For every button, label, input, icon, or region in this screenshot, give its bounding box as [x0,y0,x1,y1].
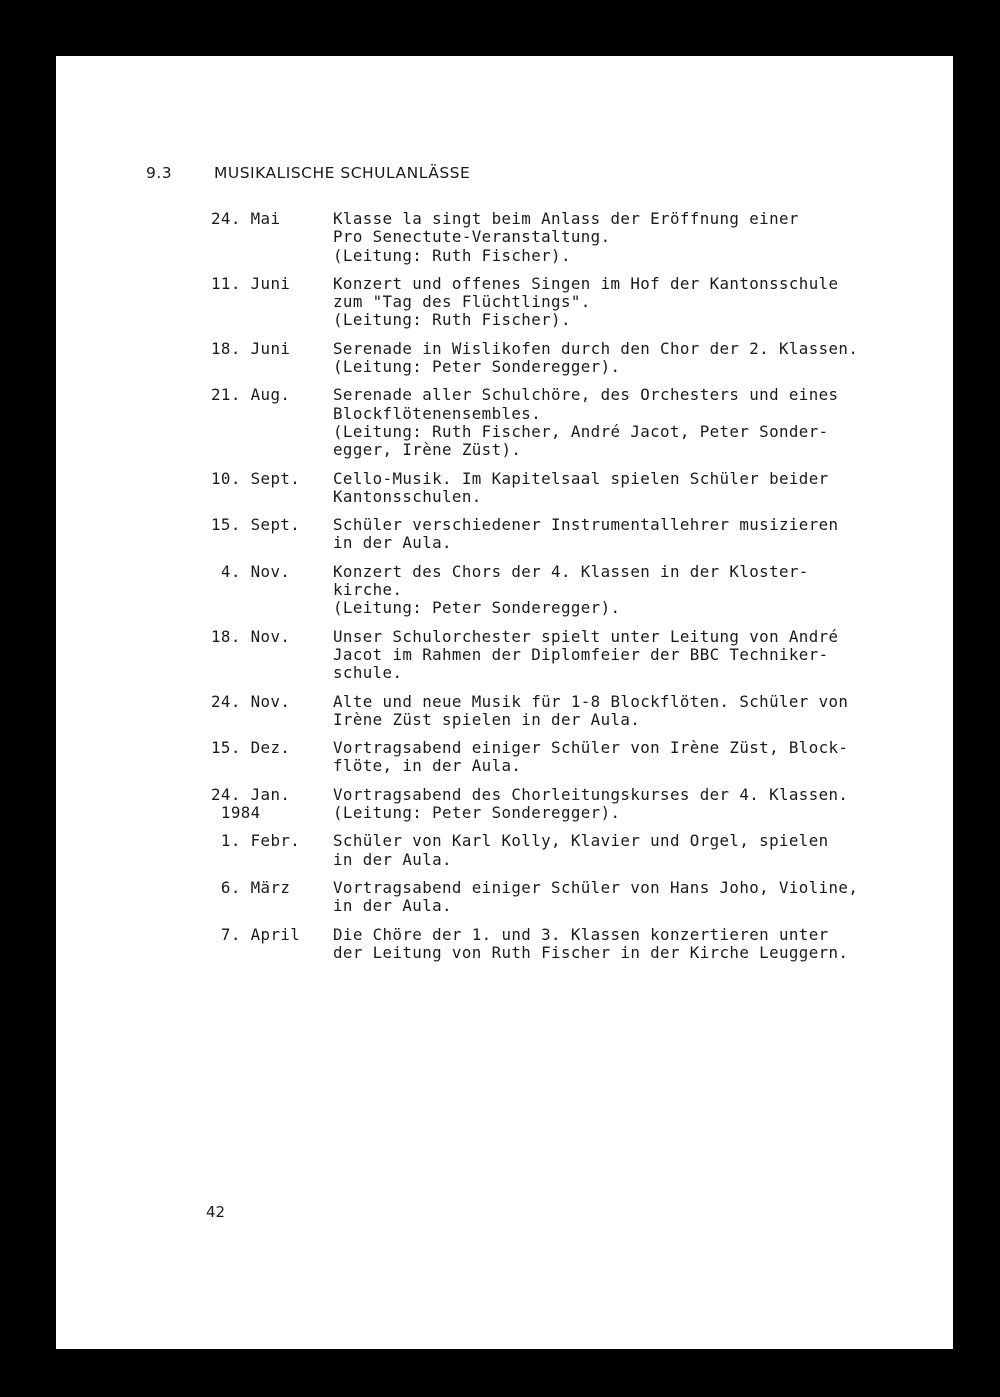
event-description-line: zum "Tag des Flüchtlings". [333,292,591,312]
event-date: 15. Dez. [211,738,291,758]
event-description [333,628,951,683]
event-description-line: (Leitung: Ruth Fischer). [333,310,571,330]
event-date: 24. Mai [211,209,281,228]
event-description-line: Kantonsschulen. [333,486,482,506]
event-description-line: Unser Schulorchester spielt unter Leitung von André [333,626,839,646]
event-description-line: Konzert und offenes Singen im Hof der Kantonsschule [333,273,839,293]
event-description-line: flöte, in der Aula. [333,756,522,776]
event-description-line: Schüler von Karl Kolly, Klavier und Orgel, spielen [333,831,829,851]
event-entry [211,832,951,869]
event-entry [211,926,951,963]
event-description-line: Klasse la singt beim Anlass der Eröffnung einer [333,209,799,228]
event-description-line: Cello-Musik. Im Kapitelsaal spielen Schüler beider [333,468,829,488]
event-description [333,386,951,459]
event-date: 24. Jan. 1984 [211,784,291,823]
event-description-line: schule. [333,663,403,683]
event-entry [211,386,951,459]
event-date: 10. Sept. [211,468,301,488]
event-date: 21. Aug. [211,385,291,405]
document-page [56,56,953,1349]
event-entry [211,563,951,618]
event-entry [211,786,951,823]
event-entry [211,739,951,776]
event-description [333,340,951,377]
event-description [333,275,951,330]
event-entry [211,879,951,916]
event-date: 18. Nov. [211,626,291,646]
event-list [211,210,951,972]
event-description-line: Schüler verschiedener Instrumentallehrer musizieren [333,515,839,535]
event-date: 6. März [211,877,291,897]
section-title: MUSIKALISCHE SCHULANLÄSSE [214,164,471,182]
event-description [333,832,951,869]
event-description-line: (Leitung: Ruth Fischer). [333,245,571,265]
event-description-line: der Leitung von Ruth Fischer in der Kirche Leuggern. [333,942,849,962]
event-description-line: Pro Senectute-Veranstaltung. [333,227,611,247]
event-entry [211,275,951,330]
event-date: 7. April [211,924,301,944]
event-date: 18. Juni [211,338,291,358]
event-description-line: in der Aula. [333,896,452,916]
event-date: 15. Sept. [211,515,301,535]
event-entry [211,516,951,553]
event-description-line: Irène Züst spielen in der Aula. [333,709,641,729]
event-description-line: egger, Irène Züst). [333,440,522,460]
event-description-line: (Leitung: Peter Sonderegger). [333,357,621,377]
event-description-line: (Leitung: Ruth Fischer, André Jacot, Peter Sonder- [333,421,829,441]
event-description-line: in der Aula. [333,533,452,553]
event-description [333,739,951,776]
section-heading [146,164,470,182]
event-description-line: Serenade in Wislikofen durch den Chor der 2. Klassen. [333,338,859,358]
page-number: 42 [206,1203,226,1221]
event-entry [211,470,951,507]
event-description-line: kirche. [333,580,403,600]
event-description-line: in der Aula. [333,849,452,869]
event-description-line: Alte und neue Musik für 1-8 Blockflöten. Schüler von [333,691,849,711]
event-description-line: Vortragsabend einiger Schüler von Hans Joho, Violine, [333,877,859,897]
event-description [333,516,951,553]
event-entry [211,340,951,377]
event-description-line: Blockflötenensembles. [333,403,542,423]
event-date: 11. Juni [211,273,291,293]
event-description [333,210,951,265]
event-description-line: Die Chöre der 1. und 3. Klassen konzertieren unter [333,924,829,944]
event-description-line: Vortragsabend einiger Schüler von Irène Züst, Block- [333,738,849,758]
event-entry [211,210,951,265]
event-entry [211,628,951,683]
event-description [333,926,951,963]
event-description [333,470,951,507]
event-description [333,786,951,823]
event-description-line: (Leitung: Peter Sonderegger). [333,598,621,618]
event-description-line: Serenade aller Schulchöre, des Orchesters und eines [333,385,839,405]
event-description [333,563,951,618]
event-description [333,879,951,916]
event-date: 24. Nov. [211,691,291,711]
event-date: 1. Febr. [211,831,301,851]
event-description-line: Jacot im Rahmen der Diplomfeier der BBC Techniker- [333,644,829,664]
event-description-line: (Leitung: Peter Sonderegger). [333,803,621,823]
event-date: 4. Nov. [211,561,291,581]
event-entry [211,693,951,730]
event-description-line: Vortragsabend des Chorleitungskurses der 4. Klassen. [333,784,849,804]
event-description [333,693,951,730]
section-number: 9.3 [146,164,173,182]
event-description-line: Konzert des Chors der 4. Klassen in der Kloster- [333,561,809,581]
